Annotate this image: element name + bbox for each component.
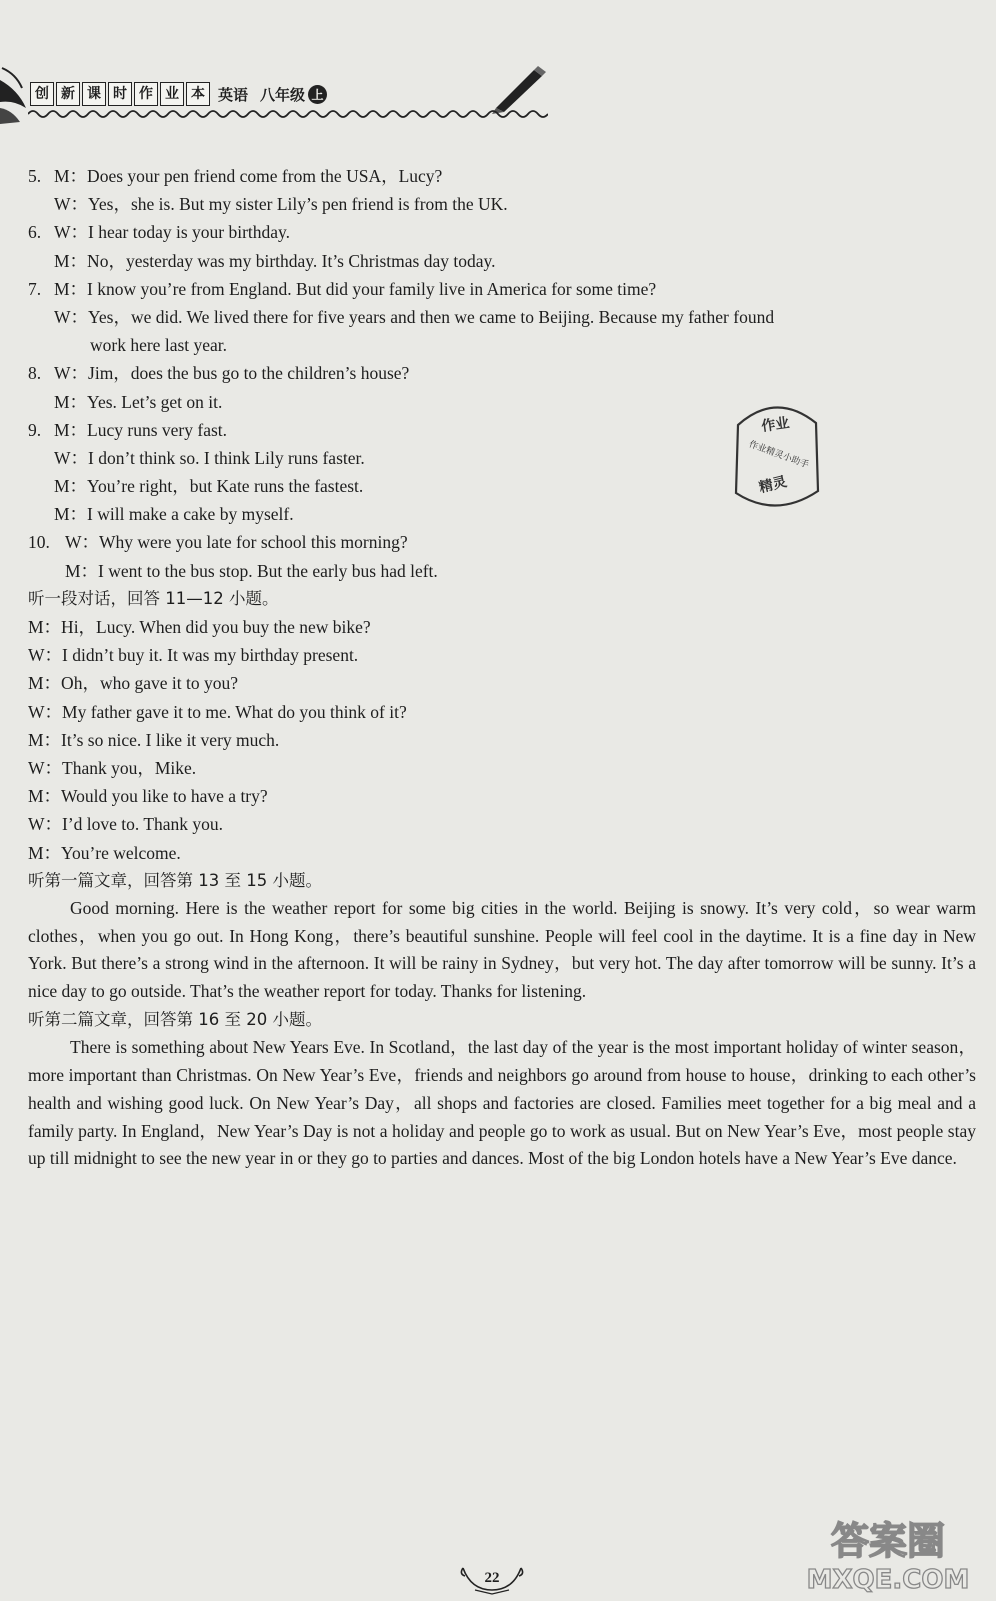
section-11-12 — [28, 585, 976, 867]
dialogue-line: M：I will make a cake by myself. — [54, 504, 294, 525]
listening-script — [28, 162, 976, 1173]
section-heading: 听一段对话，回答 11—12 小题。 — [28, 588, 279, 608]
title-char: 新 — [56, 82, 80, 106]
section-heading: 听第二篇文章，回答第 16 至 20 小题。 — [28, 1010, 322, 1030]
passage-text: There is something about New Years Eve. In Scotland，the last day of the year is the most important holiday of winter season，more important than Christmas. On New Year’s Eve，friends and neighbors go around from house to house，drinking to each other’s health and wishing good luck. On New Year’s Day，all shops and factories are closed. Families meet together for a big meal and a family party. In England，New Year’s Day is not a holiday and people go to work as usual. But on New Year’s Eve，most people stay up till midnight to see the new year in or they go to parties and dances. Most of the big London hotels have a New Year’s Eve dance. — [28, 1037, 976, 1169]
dialogue-line: M：It’s so nice. I like it very much. — [28, 729, 280, 750]
title-char: 课 — [82, 82, 106, 106]
dialogue-line: M：You’re welcome. — [28, 842, 181, 863]
watermark-logo-text: 答案圈 — [830, 1519, 946, 1563]
page-header — [0, 60, 996, 130]
dialogue-line: M：Would you like to have a try? — [28, 786, 268, 807]
item-number: 9. — [28, 419, 42, 440]
dialogue-line: M：Hi，Lucy. When did you buy the new bike? — [28, 617, 371, 637]
dialogue-line: work here last year. — [90, 335, 228, 356]
term-badge: 上 — [308, 85, 327, 104]
page-number-badge — [457, 1560, 527, 1596]
dialogue-line: W：Jim，does the bus go to the children’s house? — [54, 363, 410, 384]
homework-stamp — [726, 395, 826, 515]
item-number: 7. — [28, 278, 42, 299]
site-watermark — [800, 1510, 976, 1594]
section-heading: 听第一篇文章，回答第 13 至 15 小题。 — [28, 870, 322, 890]
dialogue-line: W：Yes，she is. But my sister Lily’s pen friend is from the UK. — [54, 194, 508, 215]
title-char: 本 — [186, 82, 210, 106]
dialogue-line: M：Yes. Let’s get on it. — [54, 391, 223, 412]
dialogue-line: W：I didn’t buy it. It was my birthday present. — [28, 645, 359, 666]
passage-text: Good morning. Here is the weather report for some big cities in the world. Beijing is snowy. It’s very cold，so wear warm clothes，when you go out. In Hong Kong，there’s beautiful sunshine. People will feel cool in the daytime. It is a fine day in New York. But there’s a strong wind in the afternoon. It will be rainy in Sydney，but very hot. The day after tomorrow will be sunny. It’s a nice day to go outside. That’s the weather report for today. Thanks for listening. — [28, 897, 976, 1002]
dialogue-item-5 — [28, 162, 976, 218]
item-number: 6. — [28, 222, 42, 243]
dialogue-line: M：I know you’re from England. But did your family live in America for some time? — [54, 278, 657, 299]
title-char: 创 — [30, 82, 54, 106]
dialogue-item-8 — [28, 359, 976, 415]
dialogue-line: M：You’re right，but Kate runs the fastest. — [54, 476, 364, 497]
dialogue-line: W：Why were you late for school this morning? — [65, 532, 408, 553]
dialogue-item-7 — [28, 275, 976, 360]
title-char: 业 — [160, 82, 184, 106]
dialogue-line: W：Thank you，Mike. — [28, 757, 197, 778]
title-char: 作 — [134, 82, 158, 106]
grade-label: 八年级 — [260, 85, 306, 104]
dialogue-line: W：My father gave it to me. What do you think of it? — [28, 701, 407, 722]
dialogue-line: M：Does your pen friend come from the USA，Lucy? — [54, 166, 443, 186]
dialogue-line: M：I went to the bus stop. But the early bus had left. — [65, 560, 438, 581]
series-title — [30, 82, 210, 106]
dialogue-line: W：I’d love to. Thank you. — [28, 814, 224, 835]
stamp-bottom-text: 精灵 — [757, 473, 789, 497]
stamp-middle-text: 作业精灵小助手 — [747, 439, 811, 471]
item-number: 8. — [28, 363, 42, 384]
book-title — [30, 82, 327, 106]
header-wave-divider — [28, 108, 548, 120]
page-number: 22 — [484, 1570, 500, 1586]
dialogue-item-10 — [28, 528, 976, 584]
corner-decoration-icon — [0, 60, 30, 130]
watermark-url-text: MXQE.COM — [806, 1565, 970, 1594]
stamp-top-text: 作业 — [760, 415, 791, 435]
dialogue-line: W：I don’t think so. I think Lily runs faster. — [54, 447, 365, 468]
item-number: 10. — [28, 532, 50, 553]
dialogue-line: W：I hear today is your birthday. — [54, 222, 291, 243]
dialogue-line: W：Yes，we did. We lived there for five years and then we came to Beijing. Because my father found — [54, 306, 775, 327]
subject-label: 英语 — [218, 85, 249, 104]
dialogue-line: M：No，yesterday was my birthday. It’s Christmas day today. — [54, 250, 496, 271]
dialogue-line: M：Lucy runs very fast. — [54, 419, 228, 440]
pencil-icon — [490, 64, 550, 114]
dialogue-item-9 — [28, 416, 976, 529]
dialogue-item-6 — [28, 218, 976, 274]
item-number: 5. — [28, 166, 42, 186]
title-char: 时 — [108, 82, 132, 106]
section-16-20 — [28, 1006, 976, 1173]
dialogue-line: M：Oh，who gave it to you? — [28, 673, 238, 694]
section-13-15 — [28, 867, 976, 1006]
